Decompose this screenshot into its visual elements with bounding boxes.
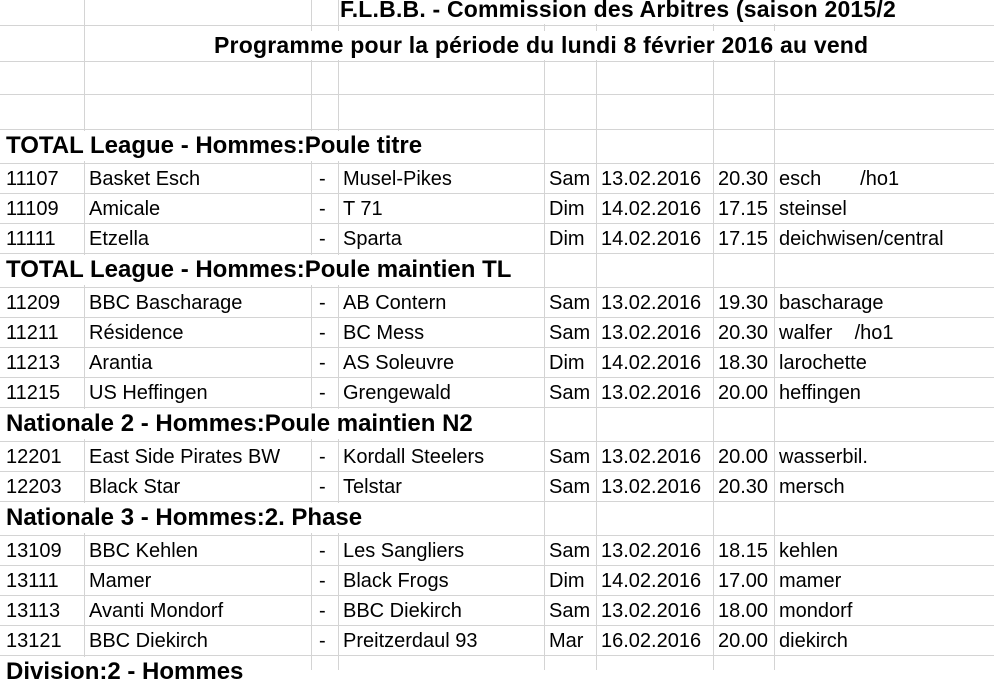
- section-title: TOTAL League - Hommes:Poule maintien TL: [6, 255, 517, 285]
- game-time: 17.15: [718, 228, 769, 250]
- game-number: 12201: [6, 446, 62, 468]
- away-team: Telstar: [343, 476, 402, 498]
- weekday: Sam: [549, 168, 591, 190]
- venue: walfer /ho1: [779, 322, 894, 344]
- grid-row-line: [0, 25, 994, 26]
- separator-dash: -: [319, 198, 326, 220]
- game-date: 14.02.2016: [601, 198, 702, 220]
- game-time: 18.00: [718, 600, 769, 622]
- venue: deichwisen/central: [779, 228, 944, 250]
- game-date: 13.02.2016: [601, 168, 702, 190]
- away-team: BC Mess: [343, 322, 425, 344]
- game-date: 13.02.2016: [601, 322, 702, 344]
- venue: steinsel: [779, 198, 847, 220]
- venue: kehlen: [779, 540, 838, 562]
- document-title: F.L.B.B. - Commission des Arbitres (saison 2015/2: [340, 0, 906, 24]
- away-team: Kordall Steelers: [343, 446, 485, 468]
- game-time: 20.30: [718, 168, 769, 190]
- section-title: Nationale 3 - Hommes:2. Phase: [6, 503, 368, 533]
- game-number: 11211: [6, 322, 59, 344]
- weekday: Sam: [549, 476, 591, 498]
- home-team: Amicale: [89, 198, 161, 220]
- separator-dash: -: [319, 540, 326, 562]
- weekday: Sam: [549, 446, 591, 468]
- game-time: 17.00: [718, 570, 769, 592]
- weekday: Sam: [549, 322, 591, 344]
- home-team: Black Star: [89, 476, 181, 498]
- game-number: 11213: [6, 352, 61, 374]
- game-number: 13113: [6, 600, 61, 622]
- table-row[interactable]: [0, 288, 994, 318]
- home-team: Arantia: [89, 352, 153, 374]
- game-time: 17.15: [718, 198, 769, 220]
- table-row[interactable]: [0, 378, 994, 408]
- table-row[interactable]: [0, 164, 994, 194]
- venue: mamer: [779, 570, 842, 592]
- away-team: AS Soleuvre: [343, 352, 455, 374]
- table-row[interactable]: [0, 442, 994, 472]
- venue: esch /ho1: [779, 168, 900, 190]
- game-time: 20.00: [718, 446, 769, 468]
- home-team: Basket Esch: [89, 168, 201, 190]
- game-time: 19.30: [718, 292, 769, 314]
- away-team: Preitzerdaul 93: [343, 630, 478, 652]
- away-team: Black Frogs: [343, 570, 449, 592]
- game-time: 20.00: [718, 630, 769, 652]
- separator-dash: -: [319, 630, 326, 652]
- game-date: 13.02.2016: [601, 540, 702, 562]
- table-row[interactable]: [0, 348, 994, 378]
- game-date: 13.02.2016: [601, 292, 702, 314]
- game-number: 13121: [6, 630, 62, 652]
- table-row[interactable]: [0, 566, 994, 596]
- venue: mondorf: [779, 600, 853, 622]
- grid-row-line: [0, 61, 994, 62]
- game-number: 11109: [6, 198, 59, 220]
- venue: larochette: [779, 352, 867, 374]
- game-date: 14.02.2016: [601, 570, 702, 592]
- game-date: 13.02.2016: [601, 476, 702, 498]
- game-time: 18.30: [718, 352, 769, 374]
- weekday: Sam: [549, 540, 591, 562]
- weekday: Dim: [549, 228, 585, 250]
- separator-dash: -: [319, 600, 326, 622]
- game-number: 13109: [6, 540, 62, 562]
- venue: wasserbil.: [779, 446, 868, 468]
- grid-row-line: [0, 94, 994, 95]
- venue: heffingen: [779, 382, 861, 404]
- section-title: Nationale 2 - Hommes:Poule maintien N2: [6, 409, 479, 439]
- separator-dash: -: [319, 570, 326, 592]
- game-time: 20.00: [718, 382, 769, 404]
- game-date: 14.02.2016: [601, 228, 702, 250]
- section-title: TOTAL League - Hommes:Poule titre: [6, 131, 428, 161]
- table-row[interactable]: [0, 472, 994, 502]
- section-title: Division:2 - Hommes: [6, 657, 249, 687]
- away-team: AB Contern: [343, 292, 447, 314]
- game-date: 14.02.2016: [601, 352, 702, 374]
- weekday: Dim: [549, 198, 585, 220]
- separator-dash: -: [319, 292, 326, 314]
- away-team: T 71: [343, 198, 383, 220]
- table-row[interactable]: [0, 626, 994, 656]
- game-date: 16.02.2016: [601, 630, 702, 652]
- weekday: Sam: [549, 382, 591, 404]
- game-date: 13.02.2016: [601, 600, 702, 622]
- away-team: Les Sangliers: [343, 540, 465, 562]
- away-team: Sparta: [343, 228, 402, 250]
- period-title: Programme pour la période du lundi 8 février 2016 au vend: [214, 31, 878, 60]
- separator-dash: -: [319, 168, 326, 190]
- game-number: 11111: [6, 228, 56, 250]
- separator-dash: -: [319, 322, 326, 344]
- game-date: 13.02.2016: [601, 446, 702, 468]
- home-team: East Side Pirates BW: [89, 446, 281, 468]
- away-team: Musel-Pikes: [343, 168, 452, 190]
- separator-dash: -: [319, 382, 326, 404]
- game-time: 20.30: [718, 322, 769, 344]
- table-row[interactable]: [0, 224, 994, 254]
- away-team: Grengewald: [343, 382, 451, 404]
- home-team: Résidence: [89, 322, 184, 344]
- game-number: 11107: [6, 168, 59, 190]
- weekday: Sam: [549, 600, 591, 622]
- home-team: US Heffingen: [89, 382, 208, 404]
- grid-row-line: [0, 129, 994, 130]
- weekday: Dim: [549, 570, 585, 592]
- game-number: 11209: [6, 292, 61, 314]
- weekday: Sam: [549, 292, 591, 314]
- home-team: Avanti Mondorf: [89, 600, 224, 622]
- table-row[interactable]: [0, 194, 994, 224]
- game-number: 12203: [6, 476, 62, 498]
- game-number: 11215: [6, 382, 61, 404]
- game-date: 13.02.2016: [601, 382, 702, 404]
- separator-dash: -: [319, 228, 326, 250]
- away-team: BBC Diekirch: [343, 600, 462, 622]
- weekday: Mar: [549, 630, 584, 652]
- table-row[interactable]: [0, 596, 994, 626]
- home-team: BBC Kehlen: [89, 540, 198, 562]
- home-team: BBC Diekirch: [89, 630, 208, 652]
- table-row[interactable]: [0, 318, 994, 348]
- separator-dash: -: [319, 352, 326, 374]
- weekday: Dim: [549, 352, 585, 374]
- venue: bascharage: [779, 292, 884, 314]
- game-time: 18.15: [718, 540, 769, 562]
- game-number: 13111: [6, 570, 59, 592]
- game-time: 20.30: [718, 476, 769, 498]
- home-team: Mamer: [89, 570, 152, 592]
- venue: diekirch: [779, 630, 848, 652]
- venue: mersch: [779, 476, 845, 498]
- home-team: BBC Bascharage: [89, 292, 243, 314]
- table-row[interactable]: [0, 536, 994, 566]
- separator-dash: -: [319, 446, 326, 468]
- home-team: Etzella: [89, 228, 150, 250]
- separator-dash: -: [319, 476, 326, 498]
